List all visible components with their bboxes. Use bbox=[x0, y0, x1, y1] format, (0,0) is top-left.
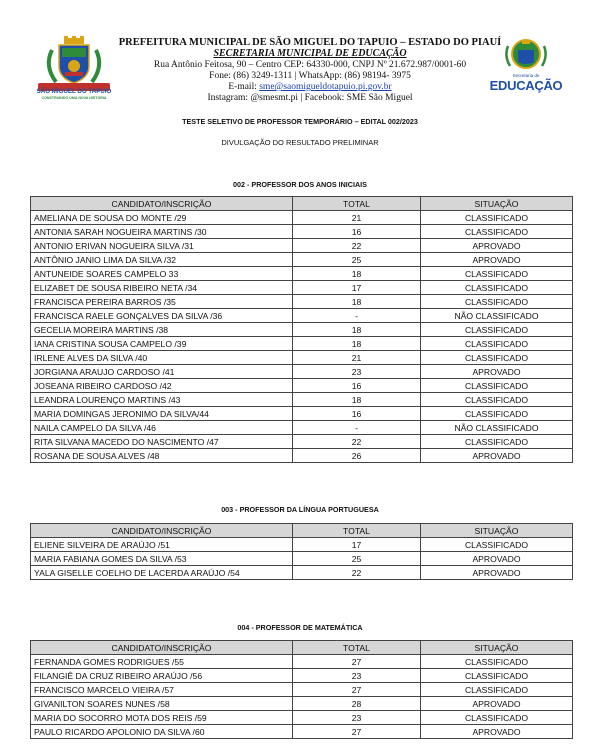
cell-status: NÃO CLASSIFICADO bbox=[421, 309, 573, 323]
cell-candidate: RITA SILVANA MACEDO DO NASCIMENTO /47 bbox=[31, 435, 293, 449]
section-title-lingua-portuguesa: 003 - PROFESSOR DA LÍNGUA PORTUGUESA bbox=[221, 505, 379, 514]
email-line bbox=[100, 82, 520, 92]
table-row bbox=[31, 538, 573, 552]
cell-candidate: MARIA FABIANA GOMES DA SILVA /53 bbox=[31, 552, 293, 566]
table-row bbox=[31, 365, 573, 379]
cell-total: 17 bbox=[293, 538, 421, 552]
cell-total: 22 bbox=[293, 435, 421, 449]
cell-candidate: JORGIANA ARAUJO CARDOSO /41 bbox=[31, 365, 293, 379]
cell-total: 22 bbox=[293, 566, 421, 580]
cell-candidate: AMELIANA DE SOUSA DO MONTE /29 bbox=[31, 211, 293, 225]
table-row bbox=[31, 281, 573, 295]
cell-status: CLASSIFICADO bbox=[421, 295, 573, 309]
cell-candidate: GIVANILTON SOARES NUNES /58 bbox=[31, 697, 293, 711]
email-label: E-mail: bbox=[228, 82, 260, 92]
cell-candidate: NAILA CAMPELO DA SILVA /46 bbox=[31, 421, 293, 435]
column-header-total: TOTAL bbox=[293, 641, 421, 655]
cell-candidate: JOSEANA RIBEIRO CARDOSO /42 bbox=[31, 379, 293, 393]
cell-total: 16 bbox=[293, 379, 421, 393]
cell-total: 18 bbox=[293, 393, 421, 407]
table-row bbox=[31, 669, 573, 683]
table-row bbox=[31, 552, 573, 566]
table-row bbox=[31, 323, 573, 337]
cell-total: 18 bbox=[293, 267, 421, 281]
education-logo-text: EDUCAÇÃO bbox=[489, 78, 563, 93]
cell-status: CLASSIFICADO bbox=[421, 351, 573, 365]
results-table-anos-iniciais bbox=[30, 196, 573, 463]
cell-status: CLASSIFICADO bbox=[421, 211, 573, 225]
table-row bbox=[31, 711, 573, 725]
page-title: PREFEITURA MUNICIPAL DE SÃO MIGUEL DO TAPUIO – ESTADO DO PIAUÍ bbox=[118, 37, 502, 48]
cell-candidate: IRLENE ALVES DA SILVA /40 bbox=[31, 351, 293, 365]
cell-total: 21 bbox=[293, 211, 421, 225]
table-header-row bbox=[31, 641, 573, 655]
cell-candidate: ELIZABET DE SOUSA RIBEIRO NETA /34 bbox=[31, 281, 293, 295]
cell-candidate: FERNANDA GOMES RODRIGUES /55 bbox=[31, 655, 293, 669]
cell-status: CLASSIFICADO bbox=[421, 435, 573, 449]
cell-status: APROVADO bbox=[421, 449, 573, 463]
municipal-logo-tagline: CONSTRUINDO UMA NOVA HISTÓRIA bbox=[41, 96, 107, 100]
column-header-total: TOTAL bbox=[293, 197, 421, 211]
results-table-matematica bbox=[30, 640, 573, 739]
cell-candidate: ANTONIA SARAH NOGUEIRA MARTINS /30 bbox=[31, 225, 293, 239]
cell-status: APROVADO bbox=[421, 365, 573, 379]
table-row bbox=[31, 421, 573, 435]
page-subtitle: SECRETARIA MUNICIPAL DE EDUCAÇÃO bbox=[213, 48, 407, 59]
cell-candidate: FRANCISCA PEREIRA BARROS /35 bbox=[31, 295, 293, 309]
cell-total: 26 bbox=[293, 449, 421, 463]
column-header-candidate: CANDIDATO/INSCRIÇÃO bbox=[31, 197, 293, 211]
table-row bbox=[31, 725, 573, 739]
cell-total: - bbox=[293, 309, 421, 323]
education-logo-caption: Secretaria de bbox=[512, 73, 540, 78]
cell-total: 25 bbox=[293, 552, 421, 566]
cell-total: 21 bbox=[293, 351, 421, 365]
cell-total: 22 bbox=[293, 239, 421, 253]
cell-status: CLASSIFICADO bbox=[421, 655, 573, 669]
table-row bbox=[31, 566, 573, 580]
cell-total: 25 bbox=[293, 253, 421, 267]
cell-status: CLASSIFICADO bbox=[421, 281, 573, 295]
table-header-row bbox=[31, 197, 573, 211]
cell-total: 16 bbox=[293, 225, 421, 239]
column-header-candidate: CANDIDATO/INSCRIÇÃO bbox=[31, 524, 293, 538]
table-row bbox=[31, 393, 573, 407]
email-link[interactable]: sme@saomigueldotapuio.pi.gov.br bbox=[259, 82, 392, 92]
cell-status: CLASSIFICADO bbox=[421, 711, 573, 725]
cell-total: 17 bbox=[293, 281, 421, 295]
cell-candidate: MARIA DO SOCORRO MOTA DOS REIS /59 bbox=[31, 711, 293, 725]
education-logo bbox=[486, 36, 566, 98]
table-row bbox=[31, 253, 573, 267]
table-row bbox=[31, 267, 573, 281]
cell-candidate: FRANCISCO MARCELO VIEIRA /57 bbox=[31, 683, 293, 697]
results-table-lingua-portuguesa bbox=[30, 523, 573, 580]
document-title: TESTE SELETIVO DE PROFESSOR TEMPORÁRIO – EDITAL 002/2023 bbox=[182, 117, 418, 126]
cell-candidate: ANTUNEIDE SOARES CAMPELO 33 bbox=[31, 267, 293, 281]
cell-candidate: PAULO RICARDO APOLONIO DA SILVA /60 bbox=[31, 725, 293, 739]
table-row bbox=[31, 435, 573, 449]
cell-status: APROVADO bbox=[421, 725, 573, 739]
cell-status: CLASSIFICADO bbox=[421, 407, 573, 421]
cell-status: CLASSIFICADO bbox=[421, 267, 573, 281]
cell-candidate: GECELIA MOREIRA MARTINS /38 bbox=[31, 323, 293, 337]
column-header-total: TOTAL bbox=[293, 524, 421, 538]
cell-total: 18 bbox=[293, 337, 421, 351]
cell-status: NÃO CLASSIFICADO bbox=[421, 421, 573, 435]
table-row bbox=[31, 211, 573, 225]
table-row bbox=[31, 407, 573, 421]
table-row bbox=[31, 655, 573, 669]
cell-candidate: LEANDRA LOURENÇO MARTINS /43 bbox=[31, 393, 293, 407]
table-row bbox=[31, 225, 573, 239]
cell-total: 23 bbox=[293, 365, 421, 379]
table-row bbox=[31, 295, 573, 309]
cell-total: 27 bbox=[293, 655, 421, 669]
column-header-status: SITUAÇÃO bbox=[421, 641, 573, 655]
cell-total: 27 bbox=[293, 725, 421, 739]
cell-total: 28 bbox=[293, 697, 421, 711]
cell-status: APROVADO bbox=[421, 566, 573, 580]
phone-line: Fone: (86) 3249-1311 | WhatsApp: (86) 98194- 3975 bbox=[209, 71, 411, 81]
column-header-status: SITUAÇÃO bbox=[421, 197, 573, 211]
municipal-logo-name: SÃO MIGUEL DO TAPUIO bbox=[36, 88, 112, 95]
table-row bbox=[31, 449, 573, 463]
cell-status: CLASSIFICADO bbox=[421, 669, 573, 683]
cell-status: CLASSIFICADO bbox=[421, 538, 573, 552]
column-header-candidate: CANDIDATO/INSCRIÇÃO bbox=[31, 641, 293, 655]
cell-status: CLASSIFICADO bbox=[421, 683, 573, 697]
cell-status: CLASSIFICADO bbox=[421, 323, 573, 337]
cell-total: 16 bbox=[293, 407, 421, 421]
cell-total: 27 bbox=[293, 683, 421, 697]
cell-total: 23 bbox=[293, 669, 421, 683]
cell-candidate: FRANCISCA RAELE GONÇALVES DA SILVA /36 bbox=[31, 309, 293, 323]
cell-candidate: MARIA DOMINGAS JERONIMO DA SILVA/44 bbox=[31, 407, 293, 421]
table-row bbox=[31, 697, 573, 711]
cell-status: CLASSIFICADO bbox=[421, 393, 573, 407]
address-line: Rua Antônio Feitosa, 90 – Centro CEP: 64330-000, CNPJ Nº 21.672.987/0001-60 bbox=[153, 60, 467, 70]
table-row bbox=[31, 683, 573, 697]
section-title-anos-iniciais: 002 - PROFESSOR DOS ANOS INICIAIS bbox=[233, 180, 367, 189]
cell-total: 18 bbox=[293, 295, 421, 309]
cell-status: CLASSIFICADO bbox=[421, 379, 573, 393]
table-row bbox=[31, 337, 573, 351]
cell-total: 18 bbox=[293, 323, 421, 337]
cell-candidate: ANTONIO ERIVAN NOGUEIRA SILVA /31 bbox=[31, 239, 293, 253]
table-row bbox=[31, 351, 573, 365]
cell-status: CLASSIFICADO bbox=[421, 225, 573, 239]
cell-candidate: ELIENE SILVEIRA DE ARAÚJO /51 bbox=[31, 538, 293, 552]
cell-candidate: ROSANA DE SOUSA ALVES /48 bbox=[31, 449, 293, 463]
cell-candidate: ANTÔNIO JANIO LIMA DA SILVA /32 bbox=[31, 253, 293, 267]
table-row bbox=[31, 379, 573, 393]
cell-status: APROVADO bbox=[421, 253, 573, 267]
section-title-matematica: 004 - PROFESSOR DE MATEMÁTICA bbox=[237, 623, 363, 632]
social-line: Instagram: @smesmt.pi | Facebook: SME São Miguel bbox=[207, 93, 413, 103]
cell-candidate: IANA CRISTINA SOUSA CAMPELO /39 bbox=[31, 337, 293, 351]
column-header-status: SITUAÇÃO bbox=[421, 524, 573, 538]
table-row bbox=[31, 239, 573, 253]
cell-candidate: FILANGIÊ DA CRUZ RIBEIRO ARAÚJO /56 bbox=[31, 669, 293, 683]
cell-status: APROVADO bbox=[421, 697, 573, 711]
cell-status: APROVADO bbox=[421, 552, 573, 566]
table-row bbox=[31, 309, 573, 323]
cell-status: APROVADO bbox=[421, 239, 573, 253]
document-subtitle: DIVULGAÇÃO DO RESULTADO PRELIMINAR bbox=[221, 138, 379, 147]
table-header-row bbox=[31, 524, 573, 538]
cell-total: 23 bbox=[293, 711, 421, 725]
cell-status: CLASSIFICADO bbox=[421, 337, 573, 351]
cell-candidate: YALA GISELLE COELHO DE LACERDA ARAÚJO /54 bbox=[31, 566, 293, 580]
cell-total: - bbox=[293, 421, 421, 435]
